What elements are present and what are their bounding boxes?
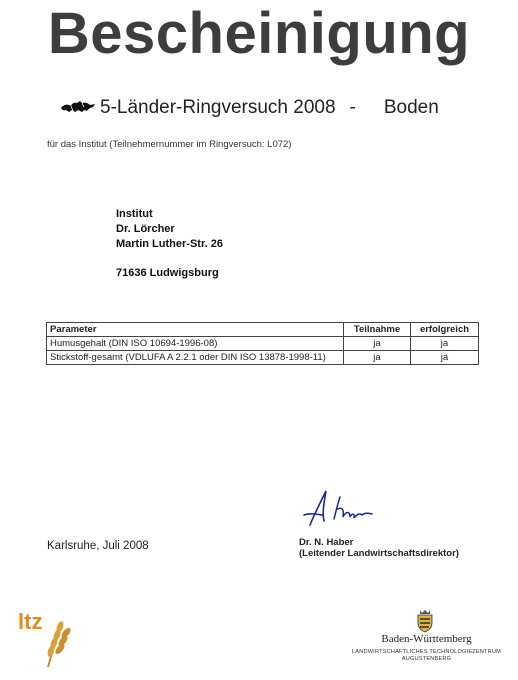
handwritten-signature [300,485,382,533]
table-row [47,337,479,351]
technology-center-name [344,649,509,663]
table-header-row [47,323,479,337]
baden-wuerttemberg-lion-icon [60,98,96,114]
cell-participation: ja [344,351,411,365]
signer-block [299,537,459,559]
address-line-name: Dr. Lörcher [116,223,175,235]
center-name-line1: LANDWIRTSCHAFTLICHES TECHNOLOGIEZENTRUM [351,649,501,655]
ltz-logo-text: ltz [18,609,43,634]
wheat-icon [46,620,72,667]
cell-parameter: Stickstoff-gesamt (VDLUFA A 2.2.1 oder DIN ISO 13878-1998-11) [47,351,344,365]
header-successful: erfolgreich [411,323,479,337]
center-name-line2: AUGUSTENBERG [401,656,452,662]
subtitle-matrix: Boden [383,97,439,118]
state-name: Baden-Württemberg [381,633,472,645]
subtitle-main: 5-Länder-Ringversuch 2008 [100,97,336,118]
subtitle-separator: - [349,97,356,118]
cell-successful: ja [411,337,479,351]
signer-name: Dr. N. Haber [299,537,354,548]
cell-participation: ja [344,337,411,351]
cell-parameter: Humusgehalt (DIN ISO 10694-1996-08) [47,337,344,351]
address-line-street: Martin Luther-Str. 26 [116,238,223,250]
place-date: Karlsruhe, Juli 2008 [47,540,149,552]
participant-line: für das Institut (Teilnehmernummer im Ringversuch: L072) [47,139,292,150]
signer-title: (Leitender Landwirtschaftsdirektor) [299,548,459,559]
ltz-logo [16,603,72,669]
address-line-institute: Institut [116,208,153,220]
address-block [116,207,223,281]
results-table [46,322,479,365]
table-row [47,351,479,365]
header-participation: Teilnahme [344,323,411,337]
subtitle-line [60,97,439,119]
header-parameter: Parameter [47,323,344,337]
cell-successful: ja [411,351,479,365]
state-crest-icon [415,609,435,633]
document-title: Bescheinigung [47,1,471,66]
address-line-city: 71636 Ludwigsburg [116,267,219,279]
